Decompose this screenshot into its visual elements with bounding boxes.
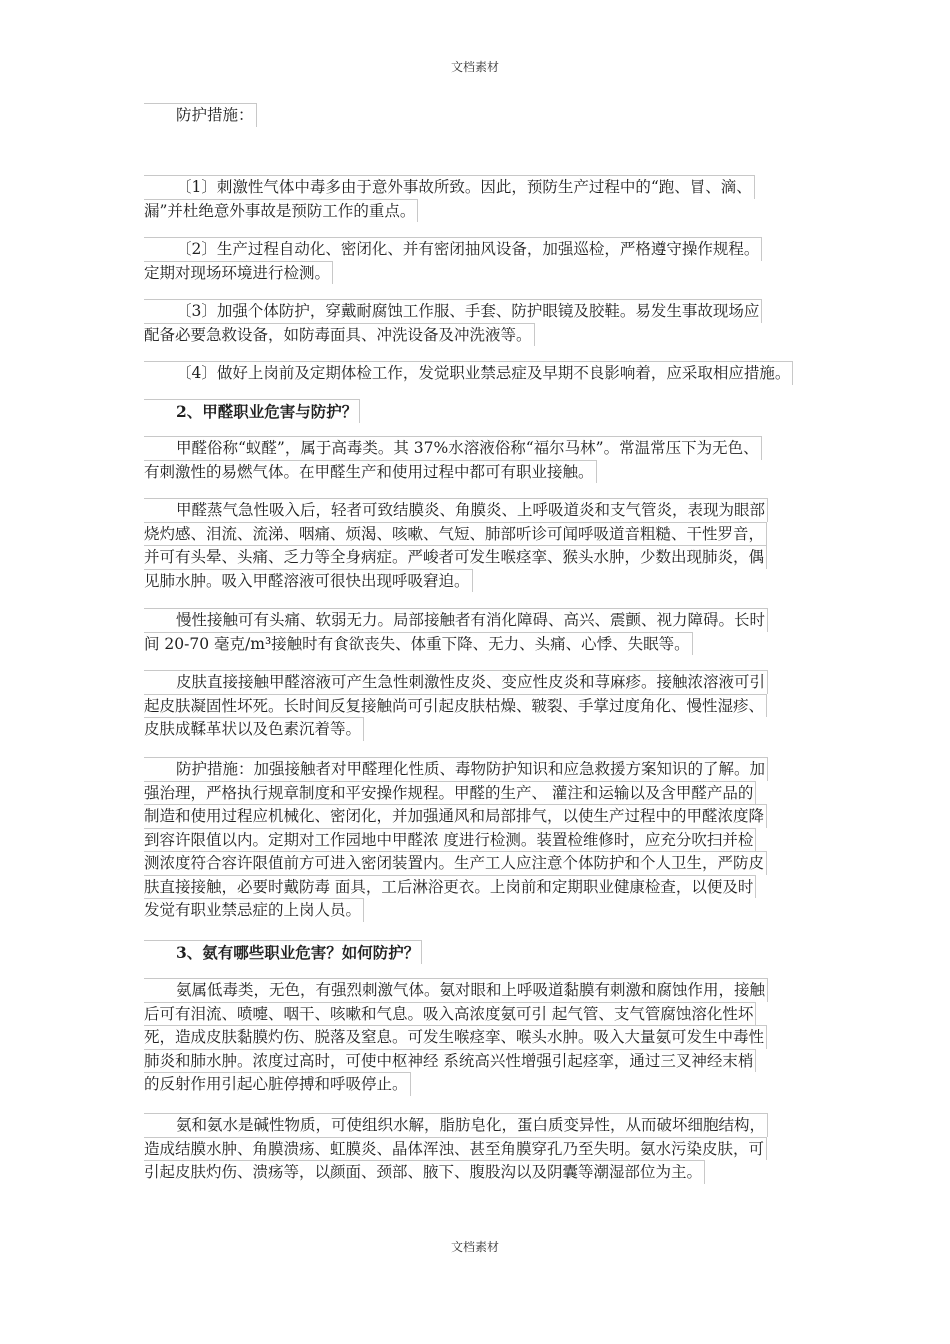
text-line: 测浓度符合容许限值前方可进入密闭装置内。生产工人应注意个体防护和个人卫生，严防皮: [144, 851, 767, 875]
paragraph: [144, 1113, 820, 1184]
text-line: 烧灼感、泪流、流涕、咽痛、烦渴、咳嗽、气短、肺部听诊可闻呼吸道音粗糙、干性罗音，: [144, 522, 767, 546]
text-line: 防护措施：: [144, 103, 257, 127]
text-line: 慢性接触可有头痛、软弱无力。局部接触者有消化障碍、高兴、震颤、视力障碍。长时: [144, 608, 768, 632]
paragraph: [144, 978, 820, 1096]
paragraph: [144, 103, 820, 127]
text-line: 2、甲醛职业危害与防护？: [144, 399, 360, 423]
text-line: 后可有泪流、喷嚏、咽干、咳嗽和气息。吸入高浓度氨可引 起气管、支气管腐蚀溶化性坏: [144, 1002, 756, 1026]
paragraph: [144, 757, 820, 922]
text-line: 造成结膜水肿、角膜溃疡、虹膜炎、晶体浑浊、甚至角膜穿孔乃至失明。氨水污染皮肤，可: [144, 1137, 767, 1161]
page-header: 文档素材: [450, 60, 499, 74]
text-line: 〔2〕生产过程自动化、密闭化、并有密闭抽风设备，加强巡检，严格遵守操作规程。: [144, 237, 762, 261]
text-line: 定期对现场环境进行检测。: [144, 261, 333, 285]
text-line: 间 20-70 毫克/m³接触时有食欲丧失、体重下降、无力、头痛、心悸、失眠等。: [144, 632, 693, 656]
text-line: 有刺激性的易燃气体。在甲醛生产和使用过程中都可有职业接触。: [144, 460, 597, 484]
text-line: 皮肤直接接触甲醛溶液可产生急性刺激性皮炎、变应性皮炎和荨麻疹。接触浓溶液可引: [144, 670, 768, 694]
text-line: 氨属低毒类，无色，有强烈刺激气体。氨对眼和上呼吸道黏膜有刺激和腐蚀作用，接触: [144, 978, 768, 1002]
page-footer: 文档素材: [450, 1240, 499, 1254]
text-line: 防护措施：加强接触者对甲醛理化性质、毒物防护知识和应急救援方案知识的了解。加: [144, 757, 768, 781]
text-line: 漏”并杜绝意外事故是预防工作的重点。: [144, 199, 418, 223]
text-line: 氨和氨水是碱性物质，可使组织水解，脂肪皂化，蛋白质变异性，从而破坏细胞结构，: [144, 1113, 768, 1137]
section-heading: [144, 399, 820, 423]
text-line: 见肺水肿。吸入甲醛溶液可很快出现呼吸窘迫。: [144, 569, 473, 593]
text-line: 3、氨有哪些职业危害？如何防护？: [144, 940, 422, 964]
text-line: 引起皮肤灼伤、溃疡等，以颜面、颈部、腋下、腹股沟以及阴囊等潮湿部位为主。: [144, 1160, 705, 1184]
paragraph: [144, 299, 820, 346]
text-line: 并可有头晕、头痛、乏力等全身病症。严峻者可发生喉痉挛、猴头水肿，少数出现肺炎，偶: [144, 545, 767, 569]
paragraph: [144, 175, 820, 222]
paragraph: [144, 237, 820, 284]
text-line: 〔3〕加强个体防护，穿戴耐腐蚀工作服、手套、防护眼镜及胶鞋。易发生事故现场应: [144, 299, 762, 323]
paragraph: [144, 670, 820, 741]
text-line: 发觉有职业禁忌症的上岗人员。: [144, 898, 364, 922]
text-line: 到容许限值以内。定期对工作园地中甲醛浓 度进行检测。装置检维修时，应充分吹扫并检: [144, 828, 756, 852]
text-line: 甲醛蒸气急性吸入后，轻者可致结膜炎、角膜炎、上呼吸道炎和支气管炎，表现为眼部: [144, 498, 768, 522]
paragraph: [144, 498, 820, 592]
text-line: 起皮肤凝固性坏死。长时间反复接触尚可引起皮肤枯燥、皲裂、手掌过度角化、慢性湿疹、: [144, 694, 767, 718]
text-line: 〔1〕刺激性气体中毒多由于意外事故所致。因此，预防生产过程中的“跑、冒、滴、: [144, 175, 755, 199]
text-line: 肤直接接触，必要时戴防毒 面具，工后淋浴更衣。上岗前和定期职业健康检查，以便及时: [144, 875, 756, 899]
paragraph: [144, 608, 820, 655]
text-line: 配备必要急救设备，如防毒面具、冲洗设备及冲洗液等。: [144, 323, 535, 347]
paragraph: [144, 361, 820, 385]
paragraph: [144, 436, 820, 483]
text-line: 强治理，严格执行规章制度和平安操作规程。甲醛的生产、 灌注和运输以及含甲醛产品的: [144, 781, 756, 805]
text-line: 肺炎和肺水肿。浓度过高时，可使中枢神经 系统高兴性增强引起痉挛，通过三叉神经末梢: [144, 1049, 756, 1073]
text-line: 皮肤成鞣革状以及色素沉着等。: [144, 717, 364, 741]
text-line: 制造和使用过程应机械化、密闭化，并加强通风和局部排气，以使生产过程中的甲醛浓度降: [144, 804, 767, 828]
text-line: 的反射作用引起心脏停搏和呼吸停止。: [144, 1072, 411, 1096]
text-line: 死，造成皮肤黏膜灼伤、脱落及窒息。可发生喉痉挛、喉头水肿。吸入大量氨可发生中毒性: [144, 1025, 767, 1049]
text-line: 甲醛俗称“蚁醛”，属于高毒类。其 37%水溶液俗称“福尔马林”。常温常压下为无色、: [144, 436, 762, 460]
text-line: 〔4〕做好上岗前及定期体检工作，发觉职业禁忌症及早期不良影响着，应采取相应措施。: [144, 361, 793, 385]
section-heading: [144, 940, 820, 964]
